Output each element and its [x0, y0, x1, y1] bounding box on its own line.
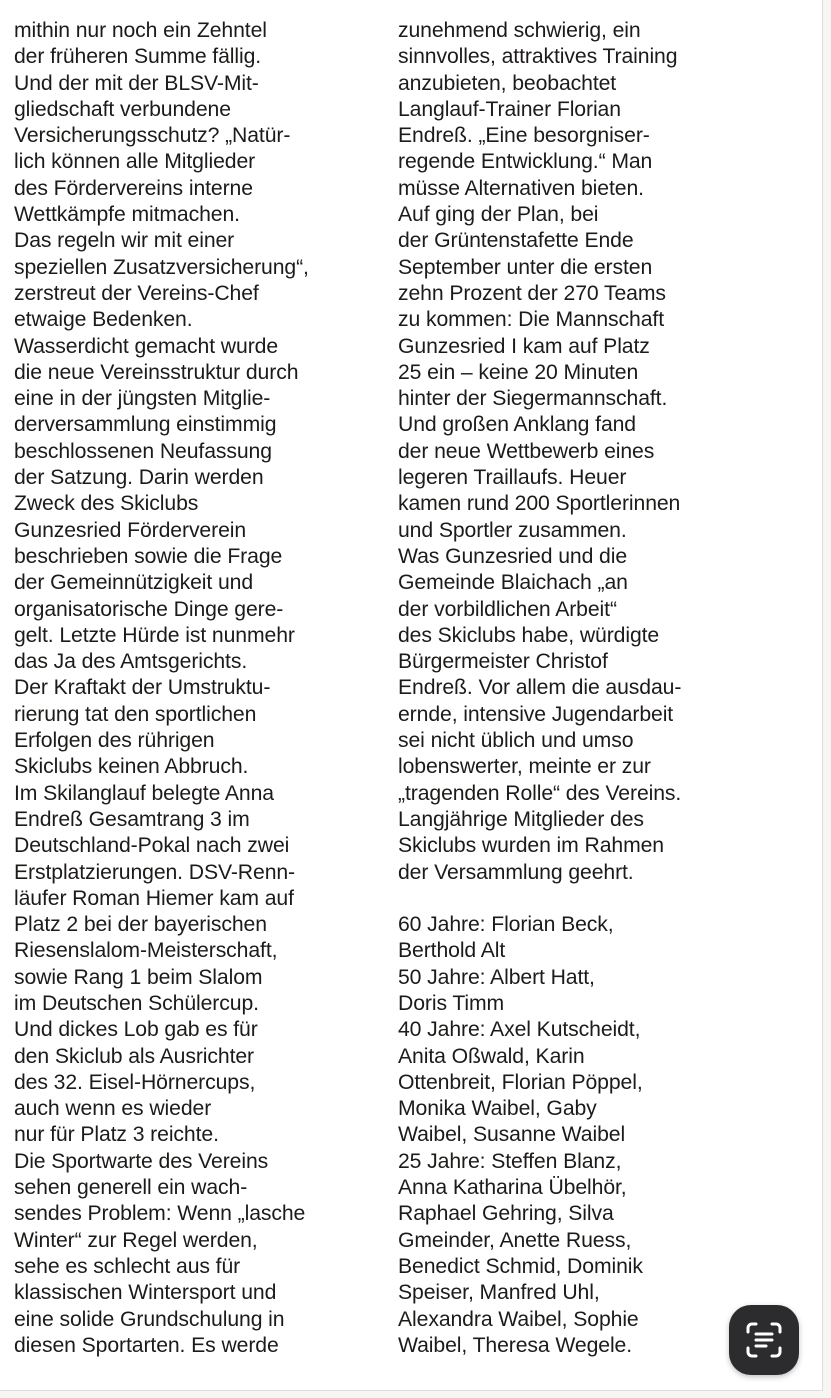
text-line: auch wenn es wieder: [14, 1097, 212, 1121]
text-line: zehn Prozent der 270 Teams: [398, 281, 666, 305]
text-line: gliedschaft verbundene: [14, 97, 231, 121]
text-line: läufer Roman Hiemer kam auf: [14, 886, 294, 910]
text-line: eine in der jüngsten Mitglie-: [14, 387, 271, 411]
text-line: 25 ein – keine 20 Minuten: [398, 360, 639, 384]
text-line: legeren Traillaufs. Heuer: [398, 466, 627, 490]
text-line: lobenswerter, meinte er zur: [398, 755, 651, 779]
text-line: Ottenbreit, Florian Pöppel,: [398, 1070, 643, 1094]
text-line: sowie Rang 1 beim Slalom: [14, 965, 263, 989]
text-column-right: [398, 18, 808, 1359]
text-line: etwaige Bedenken.: [14, 308, 193, 332]
text-line: rierung tat den sportlichen: [14, 702, 257, 726]
text-line: des 32. Eisel-Hörnercups,: [14, 1070, 256, 1094]
text-line: speziellen Zusatzversicherung“,: [14, 255, 309, 279]
text-line: anzubieten, beobachtet: [398, 71, 617, 95]
text-line: Der Kraftakt der Umstruktu-: [14, 676, 271, 700]
text-line: Gunzesried I kam auf Platz: [398, 334, 650, 358]
text-line: sei nicht üblich und umso: [398, 729, 634, 753]
live-text-scan-button[interactable]: [729, 1305, 799, 1375]
text-line: beschlossenen Neufassung: [14, 439, 272, 463]
text-line: zu kommen: Die Mannschaft: [398, 308, 664, 332]
text-line: Versicherungsschutz? „Natür-: [14, 124, 291, 148]
text-line: Erstplatzierungen. DSV-Renn-: [14, 860, 296, 884]
text-line: Zweck des Skiclubs: [14, 492, 199, 516]
text-line: die neue Vereinsstruktur durch: [14, 360, 299, 384]
text-line: Wettkämpfe mitmachen.: [14, 203, 240, 227]
text-line: im Deutschen Schülercup.: [14, 991, 259, 1015]
text-column-left: [14, 18, 382, 1359]
text-line: der früheren Summe fällig.: [14, 45, 262, 69]
text-line: Speiser, Manfred Uhl,: [398, 1281, 600, 1305]
text-line: Gmeinder, Anette Ruess,: [398, 1228, 632, 1252]
text-line: Winter“ zur Regel werden,: [14, 1228, 258, 1252]
text-line: das Ja des Amtsgerichts.: [14, 650, 248, 674]
text-line: Wasserdicht gemacht wurde: [14, 334, 279, 358]
text-line: organisatorische Dinge gere-: [14, 597, 284, 621]
text-line: 60 Jahre: Florian Beck,: [398, 913, 614, 937]
text-line: Und dickes Lob gab es für: [14, 1018, 258, 1042]
text-line: Riesenslalom-Meisterschaft,: [14, 939, 278, 963]
text-line: Bürgermeister Christof: [398, 650, 608, 674]
text-line: der Versammlung geehrt.: [398, 860, 634, 884]
text-line: Deutschland-Pokal nach zwei: [14, 834, 290, 858]
text-line: sehe es schlecht aus für: [14, 1254, 241, 1278]
text-line: des Skiclubs habe, würdigte: [398, 623, 660, 647]
text-line: Doris Timm: [398, 991, 505, 1015]
text-line: September unter die ersten: [398, 255, 653, 279]
text-line: Berthold Alt: [398, 939, 506, 963]
text-line: der vorbildlichen Arbeit“: [398, 597, 617, 621]
text-line: mithin nur noch ein Zehntel: [14, 19, 267, 42]
text-line: Im Skilanglauf belegte Anna: [14, 781, 274, 805]
text-line: der Satzung. Darin werden: [14, 466, 264, 490]
text-line: beschrieben sowie die Frage: [14, 544, 283, 568]
text-line: Anita Oßwald, Karin: [398, 1044, 585, 1068]
text-line: klassischen Wintersport und: [14, 1281, 277, 1305]
text-line: Und der mit der BLSV-Mit-: [14, 71, 259, 95]
text-line: 40 Jahre: Axel Kutscheidt,: [398, 1018, 641, 1042]
text-line: Endreß Gesamtrang 3 im: [14, 807, 250, 831]
text-line: Waibel, Susanne Waibel: [398, 1123, 626, 1147]
text-line: den Skiclub als Ausrichter: [14, 1044, 255, 1068]
text-line: [398, 886, 808, 912]
text-line: Waibel, Theresa Wegele.: [398, 1333, 633, 1357]
text-line: Endreß. Vor allem die ausdau-: [398, 676, 682, 700]
text-line: des Fördervereins interne: [14, 176, 253, 200]
text-line: Gunzesried Förderverein: [14, 518, 247, 542]
text-line: der Gemeinnützigkeit und: [14, 571, 254, 595]
text-line: Platz 2 bei der bayerischen: [14, 913, 267, 937]
text-line: Und großen Anklang fand: [398, 413, 636, 437]
text-line: Auf ging der Plan, bei: [398, 203, 599, 227]
text-line: Erfolgen des rührigen: [14, 729, 215, 753]
text-line: Gemeinde Blaichach „an: [398, 571, 628, 595]
text-line: lich können alle Mitglieder: [14, 150, 256, 174]
text-line: nur für Platz 3 reichte.: [14, 1123, 219, 1147]
text-line: Skiclubs wurden im Rahmen: [398, 834, 664, 858]
text-line: Das regeln wir mit einer: [14, 229, 235, 253]
text-line: „tragenden Rolle“ des Vereins.: [398, 781, 682, 805]
text-line: müsse Alternativen bieten.: [398, 176, 644, 200]
text-line: diesen Sportarten. Es werde: [14, 1333, 279, 1357]
text-line: der neue Wettbewerb eines: [398, 439, 655, 463]
text-line: sehen generell ein wach-: [14, 1176, 248, 1200]
text-line: zunehmend schwierig, ein: [398, 19, 641, 42]
text-line: gelt. Letzte Hürde ist nunmehr: [14, 623, 295, 647]
text-line: kamen rund 200 Sportlerinnen: [398, 492, 681, 516]
text-line: Langjährige Mitglieder des: [398, 807, 644, 831]
text-line: sendes Problem: Wenn „lasche: [14, 1202, 306, 1226]
text-line: der Grüntenstafette Ende: [398, 229, 634, 253]
text-line: Raphael Gehring, Silva: [398, 1202, 614, 1226]
text-line: und Sportler zusammen.: [398, 518, 627, 542]
text-line: sinnvolles, attraktives Training: [398, 45, 678, 69]
text-scan-icon: [744, 1320, 784, 1360]
text-line: Benedict Schmid, Dominik: [398, 1254, 643, 1278]
text-line: Endreß. „Eine besorgniser-: [398, 124, 650, 148]
text-line: regende Entwicklung.“ Man: [398, 150, 653, 174]
text-line: 25 Jahre: Steffen Blanz,: [398, 1149, 622, 1173]
text-line: Anna Katharina Übelhör,: [398, 1176, 627, 1200]
text-line: derversammlung einstimmig: [14, 413, 277, 437]
text-line: Skiclubs keinen Abbruch.: [14, 755, 249, 779]
text-line: Alexandra Waibel, Sophie: [398, 1307, 639, 1331]
text-line: Was Gunzesried und die: [398, 544, 628, 568]
text-line: hinter der Siegermannschaft.: [398, 387, 668, 411]
text-line: ernde, intensive Jugendarbeit: [398, 702, 674, 726]
text-line: 50 Jahre: Albert Hatt,: [398, 965, 595, 989]
text-line: eine solide Grundschulung in: [14, 1307, 285, 1331]
text-line: Die Sportwarte des Vereins: [14, 1149, 269, 1173]
text-line: Langlauf-Trainer Florian: [398, 97, 621, 121]
text-line: Monika Waibel, Gaby: [398, 1097, 597, 1121]
text-line: zerstreut der Vereins-Chef: [14, 281, 259, 305]
